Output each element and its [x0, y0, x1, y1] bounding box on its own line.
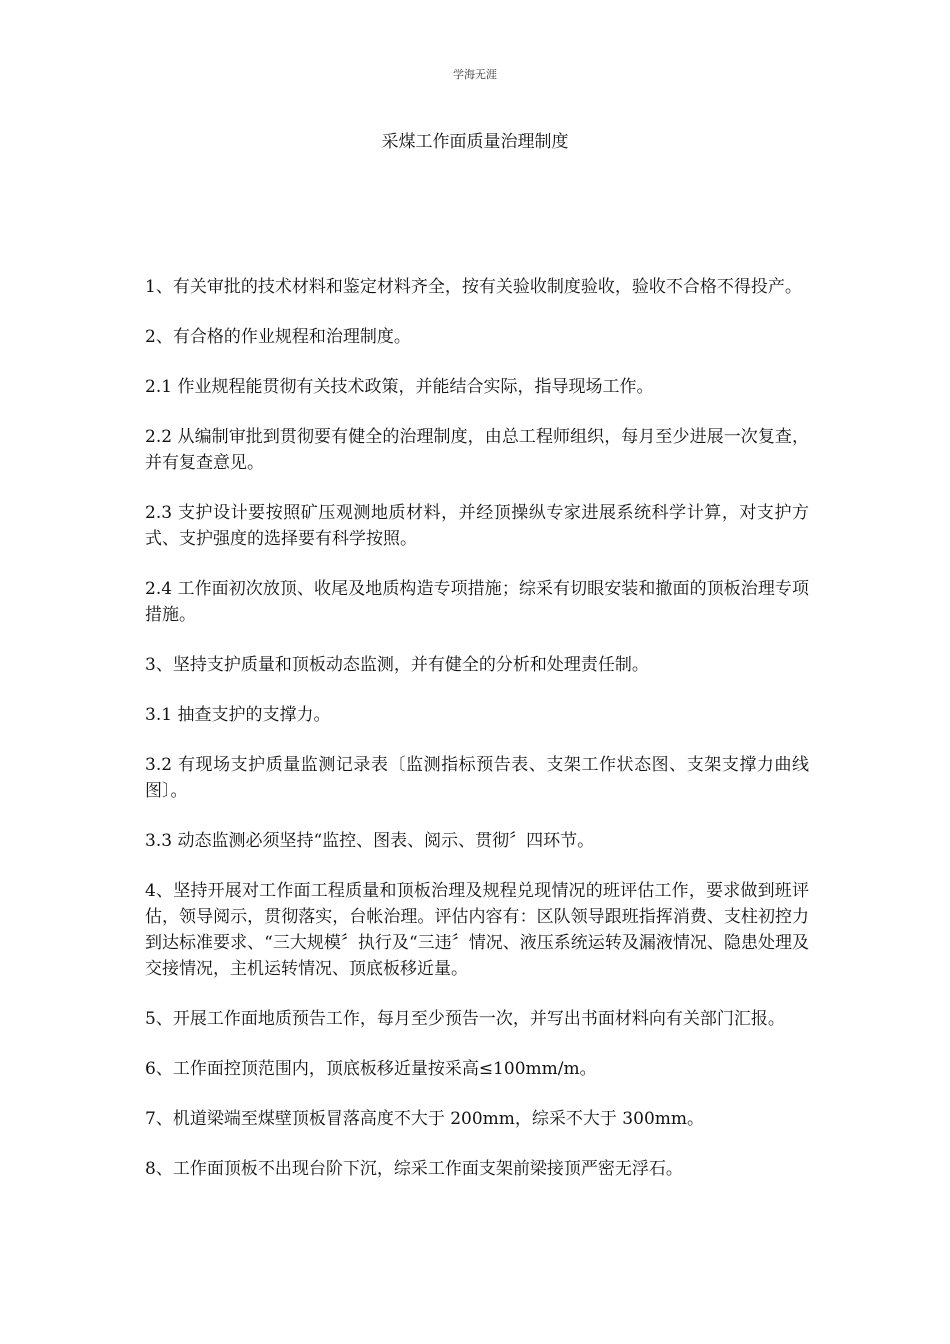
paragraph-5: 5、开展工作面地质预告工作，每月至少预告一次，并写出书面材料向有关部门汇报。: [145, 1009, 785, 1029]
paragraph-6: 6、工作面控顶范围内，顶底板移近量按采高≤100mm/m。: [145, 1059, 597, 1079]
paragraph-2-4: 2.4 工作面初次放顶、收尾及地质构造专项措施；综采有切眼安装和撤面的顶板治理专项措施。: [145, 579, 809, 625]
paragraph-2: 2、有合格的作业规程和治理制度。: [145, 327, 411, 347]
paragraph-3-2: 3.2 有现场支护质量监测记录表〔监测指标预告表、支架工作状态图、支架支撑力曲线图〕。: [145, 755, 809, 801]
paragraph-3-3: 3.3 动态监测必须坚持“监控、图表、阅示、贯彻〞四环节。: [145, 831, 595, 851]
paragraph-8: 8、工作面顶板不出现台阶下沉，综采工作面支架前梁接顶严密无浮石。: [145, 1159, 683, 1179]
paragraph-3-1: 3.1 抽查支护的支撑力。: [145, 705, 331, 725]
document-body: [145, 274, 809, 1206]
paragraph-2-1: 2.1 作业规程能贯彻有关技术政策，并能结合实际，指导现场工作。: [145, 377, 654, 397]
paragraph-7: 7、机道梁端至煤壁顶板冒落高度不大于 200mm，综采不大于 300mm。: [145, 1109, 704, 1129]
paragraph-3: 3、坚持支护质量和顶板动态监测，并有健全的分析和处理责任制。: [145, 655, 649, 675]
paragraph-1: 1、有关审批的技术材料和鉴定材料齐全，按有关验收制度验收，验收不合格不得投产。: [145, 277, 802, 297]
document-title: 采煤工作面质量治理制度: [381, 132, 569, 152]
paragraph-2-2: 2.2 从编制审批到贯彻要有健全的治理制度，由总工程师组织，每月至少进展一次复查，并有复查意见。: [145, 427, 809, 473]
paragraph-4: 4、坚持开展对工作面工程质量和顶板治理及规程兑现情况的班评估工作，要求做到班评估，领导阅示，贯彻落实，台帐治理。评估内容有：区队领导跟班指挥消费、支柱初控力到达标准要求、“三大规模〞执行及“三违〞情况、液压系统运转及漏液情况、隐患处理及交接情况，主机运转情况、顶底板移近量。: [145, 881, 809, 979]
paragraph-2-3: 2.3 支护设计要按照矿压观测地质材料，并经顶操纵专家进展系统科学计算，对支护方式、支护强度的选择要有科学按照。: [145, 503, 809, 549]
page-header: 学海无涯: [453, 68, 497, 81]
